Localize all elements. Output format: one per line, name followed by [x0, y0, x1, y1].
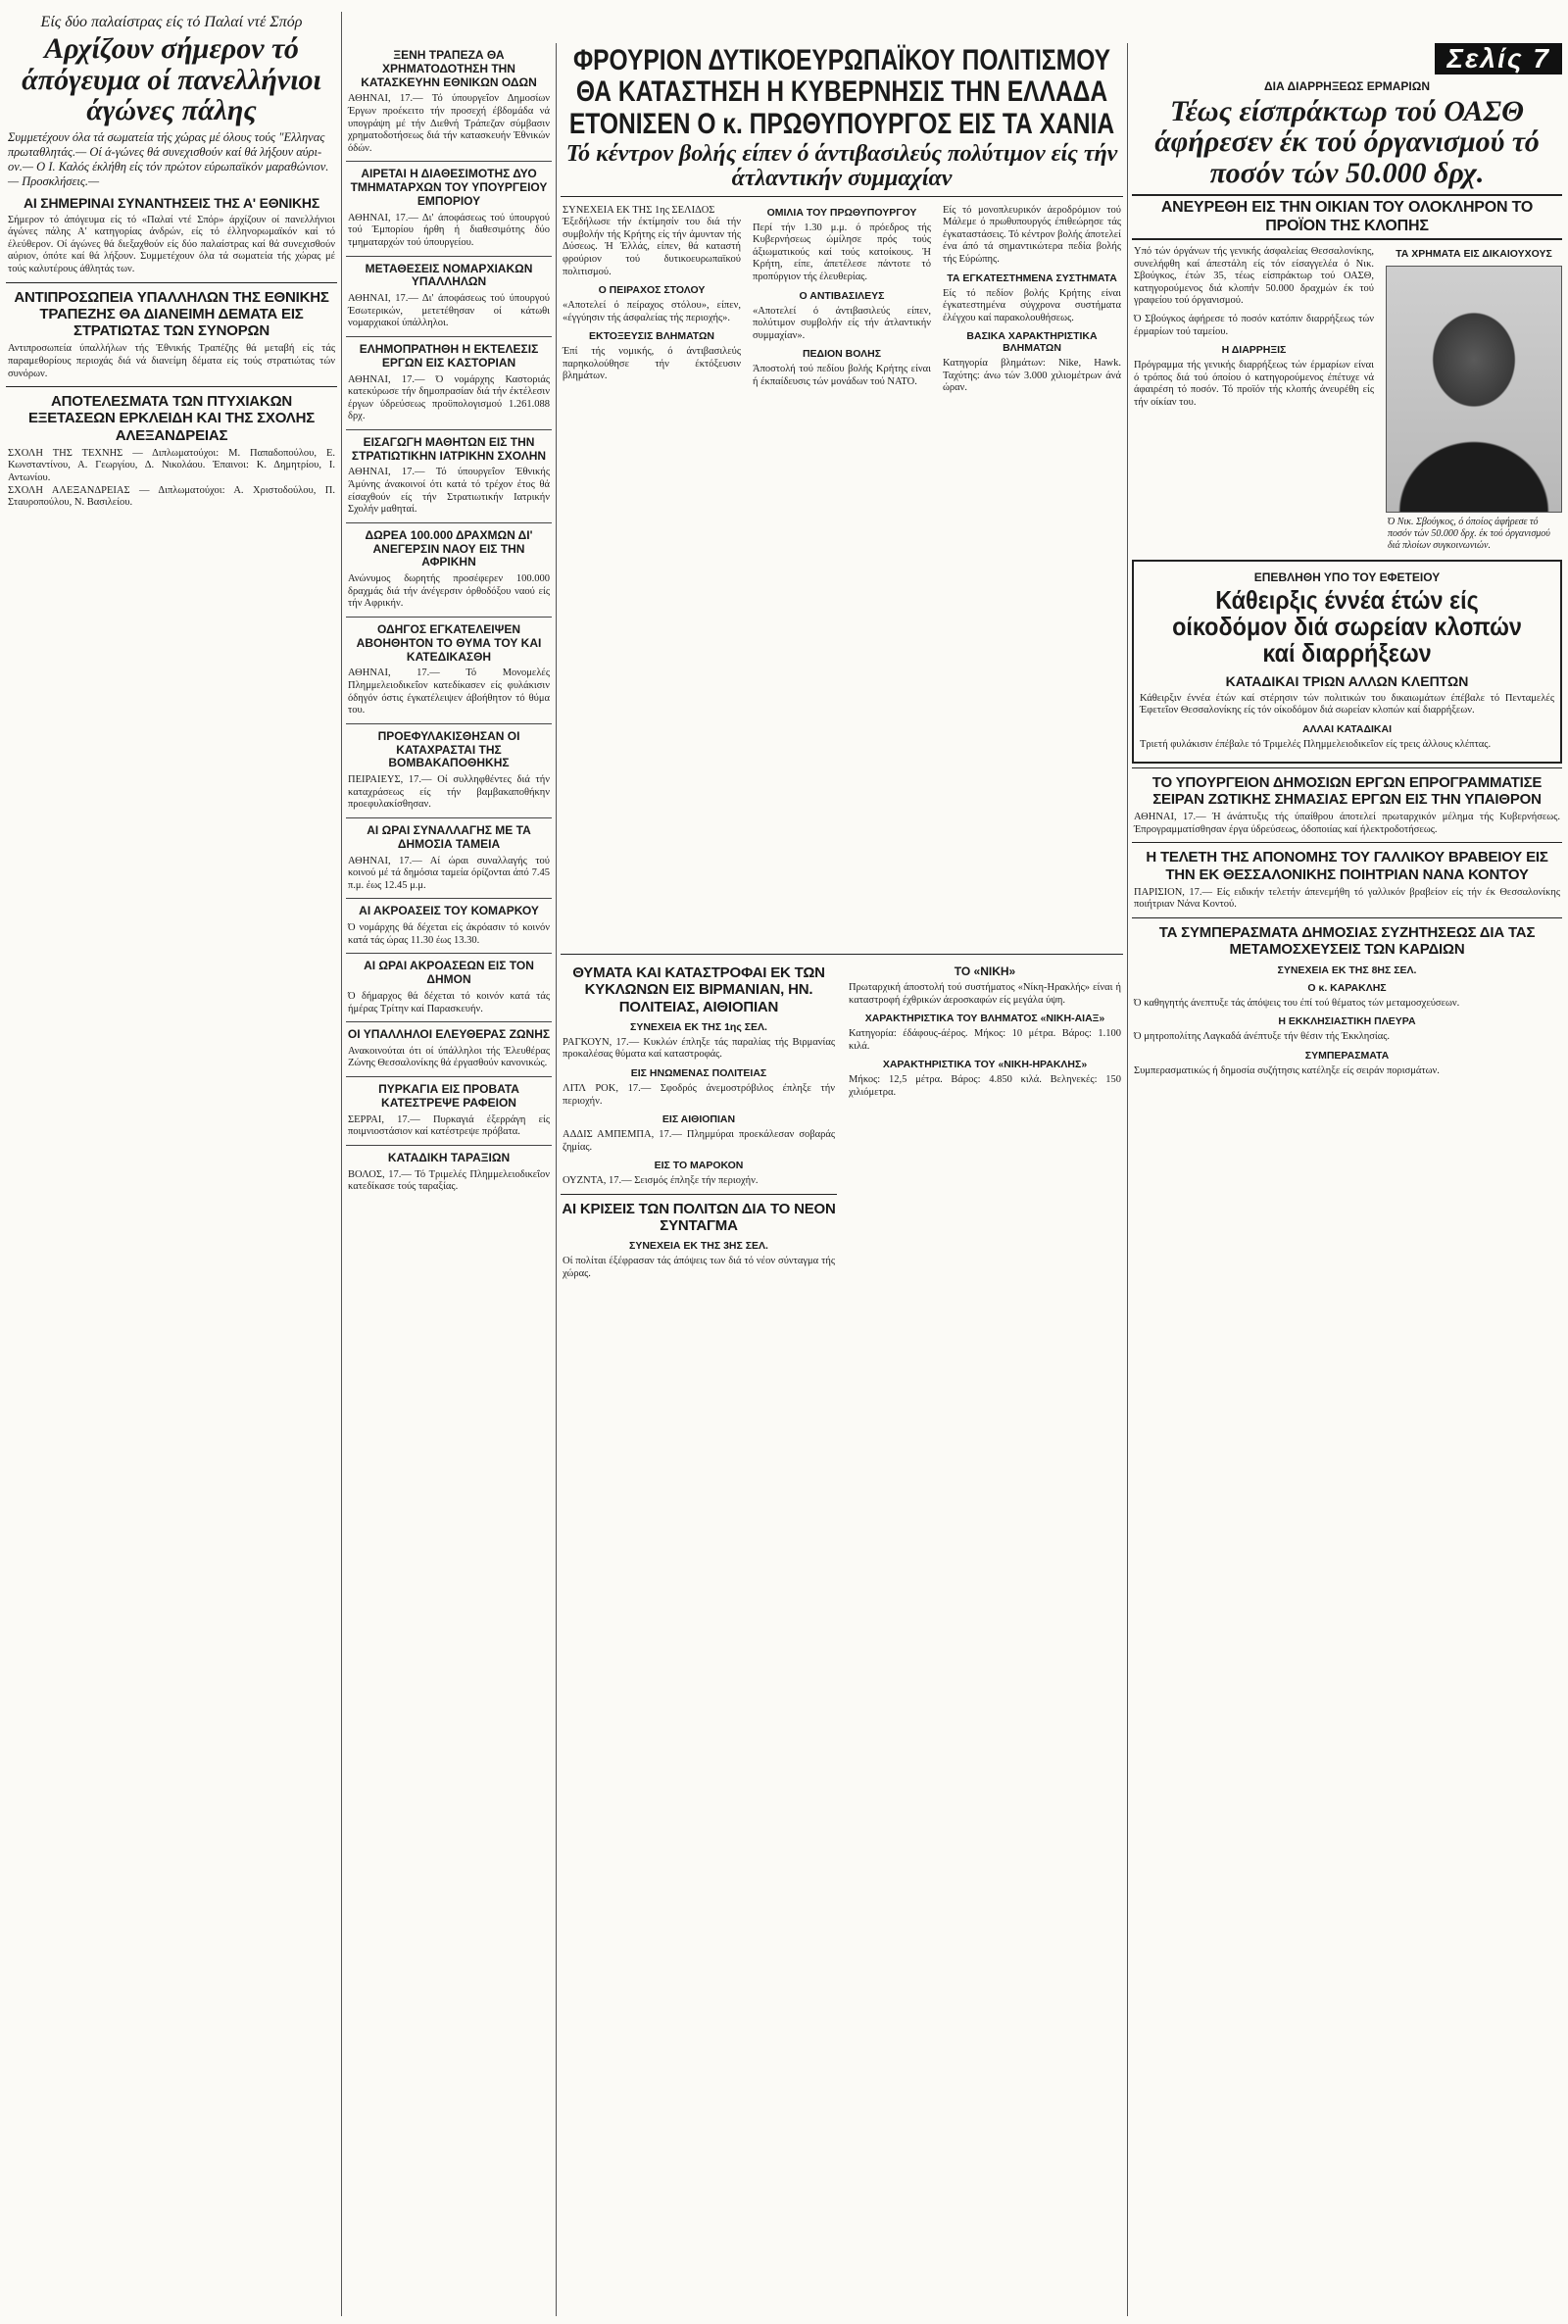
disaster-body: ΟΥΖΝΤΑ, 17.— Σεισμός έπληξε τήν περιοχήν.	[563, 1175, 759, 1187]
divider	[346, 256, 552, 257]
divider	[561, 1194, 837, 1195]
theft-headline: Τέως είσπράκτωρ τού ΟΑΣΘ άφήρεσεν έκ τού όργανισμού τό ποσόν τών 50.000 δρχ.	[1154, 94, 1540, 189]
brief-headline: ΔΩΡΕΑ 100.000 ΔΡΑΧΜΩΝ ΔΙ' ΑΝΕΓΕΡΣΙΝ ΝΑΟΥ ΕΙΣ ΤΗΝ ΑΦΡΙΚΗΝ	[365, 527, 533, 569]
nike-body: Κατηγορία: έδάφους-άέρος. Μήκος: 10 μέτρα. Βάρος: 1.100 κιλά.	[849, 1028, 1124, 1052]
brief-headline: ΚΑΤΑΔΙΚΗ ΤΑΡΑΞΙΩΝ	[387, 1150, 511, 1164]
brief-body: ΑΘΗΝΑΙ, 17.— Τό Μονομελές Πλημμελειοδικεΐον κατεδίκασεν είς φυλάκισιν όδηγόν όστις έγκατέλειψεν άβοήθητον τό θύμα του.	[348, 668, 553, 717]
court-box	[1132, 560, 1562, 764]
column-rule	[556, 43, 557, 2316]
photo-caption: Ό Νικ. Σβούγκος, ό όποίος άφήρεσε τό ποσόν τών 50.000 δρχ. έκ τού όργανισμού διά πλοίων συγκοινωνιών.	[1388, 517, 1550, 552]
brief-headline: ΕΛΗΜΟΠΡΑΤΗΘΗ Η ΕΚΤΕΛΕΣΙΣ ΕΡΓΩΝ ΕΙΣ ΚΑΣΤΟΡΙΑΝ	[359, 341, 539, 370]
column-rule	[341, 12, 342, 2316]
court-subsection: ΑΛΛΑΙ ΚΑΤΑΔΙΚΑΙ	[1301, 723, 1393, 736]
main-story-continuation-space	[561, 401, 1123, 950]
brief-body: ΒΟΛΟΣ, 17.— Τό Τριμελές Πλημμελειοδικεΐον κατεδίκασε τούς ταραξίας.	[348, 1168, 553, 1193]
brief-headline: ΟΔΗΓΟΣ ΕΓΚΑΤΕΛΕΙΨΕΝ ΑΒΟΗΘΗΤΟΝ ΤΟ ΘΥΜΑ ΤΟΥ ΚΑΙ ΚΑΤΕΔΙΚΑΣΘΗ	[356, 622, 542, 664]
transplant-subhead: Ο κ. ΚΑΡΑΚΛΗΣ	[1307, 981, 1387, 994]
main-story-body: Κατηγορία βλημάτων: Nike, Hawk. Ταχύτης: άνω τών 3.000 χιλιομέτρων άνά ώραν.	[943, 358, 1124, 394]
brief-body: ΑΘΗΝΑΙ, 17.— Αί ώραι συναλλαγής τού κοινού μέ τά δημόσια ταμεία όρίζονται άπό 7.45 π.μ. έως 12.45 μ.μ.	[348, 855, 553, 891]
main-story-body: Είς τό πεδίον βολής Κρήτης είναι έγκατεστημένα σύγχρονα συστήματα έλέγχου καί παρακολουθήσεως.	[943, 287, 1124, 323]
brief-body: Ό δήμαρχος θά δέχεται τό κοινόν κατά τάς ήμέρας Τρίτην καί Παρασκευήν.	[348, 990, 553, 1014]
brief-body: ΑΘΗΝΑΙ, 17.— Δι' άποφάσεως τού ύπουργού τού Έμπορίου ήρθη ή διαθεσιμότης δύο τμηματαρχών τού ύπουργείου.	[348, 212, 553, 248]
constitution-body: Οί πολίται έξέφρασαν τάς άπόψεις των διά τό νέον σύνταγμα τής χώρας.	[563, 1256, 838, 1280]
court-subhead: ΚΑΤΑΔΙΚΑΙ ΤΡΙΩΝ ΑΛΛΩΝ ΚΛΕΠΤΩΝ	[1225, 672, 1469, 689]
main-story-columns	[561, 201, 1123, 402]
theft-subhead: ΑΝΕΥΡΕΘΗ ΕΙΣ ΤΗΝ ΟΙΚΙΑΝ ΤΟΥ ΟΛΟΚΛΗΡΟΝ ΤΟ ΠΡΟΪΟΝ ΤΗΣ ΚΛΟΠΗΣ	[1132, 194, 1562, 240]
page-number-tag: Σελίς 7	[1435, 43, 1562, 74]
divider	[346, 898, 552, 899]
transplant-body: Ό μητροπολίτης Λαγκαδά άνέπτυξε τήν θέσιν τής Έκκλησίας.	[1134, 1031, 1391, 1043]
court-kicker: ΕΠΕΒΛΗΘΗ ΥΠΟ ΤΟΥ ΕΦΕΤΕΙΟΥ	[1253, 570, 1441, 585]
exam-results-body: ΣΧΟΛΗ ΤΗΣ ΤΕΧΝΗΣ — Διπλωματούχοι: Μ. Παπαδοπούλου, Ε. Κωνσταντίνου, Α. Γεωργίου, Δ. Νικολάου. Έπαινοι: Κ. Δημητρίου, Ι. Αντωνίου. ΣΧΟΛΗ ΑΛΕΞΑΝΔΡΕΙΑΣ — Διπλωματούχοι: Α. Χριστοδούλου, Π. Σταυροπούλου, Ν. Βασιλείου.	[8, 447, 335, 509]
divider	[561, 196, 1123, 197]
column-right	[1132, 43, 1562, 2316]
brief-body: ΣΕΡΡΑΙ, 17.— Πυρκαγιά έξερράγη είς ποιμνιοστάσιον καί κατέστρεψε πρόβατα.	[348, 1113, 553, 1138]
theft-photo-block	[1386, 242, 1562, 554]
brief-headline: ΑΙ ΩΡΑΙ ΑΚΡΟΑΣΕΩΝ ΕΙΣ ΤΟΝ ΔΗΜΟΝ	[364, 959, 534, 987]
public-works-body: ΑΘΗΝΑΙ, 17.— Ή άνάπτυξις τής ύπαίθρου άποτελεί πρωταρχικόν μέλημα τής Κυβερνήσεως. Έπρογραμματίσθησαν έργα ύδρεύσεως, όδοποιίας καί ήλεκτροδοτήσεως.	[1134, 812, 1563, 835]
nike-subhead: ΧΑΡΑΚΤΗΡΙΣΤΙΚΑ ΤΟΥ «ΝΙΚΗ-ΗΡΑΚΛΗΣ»	[882, 1059, 1088, 1071]
court-body: Τριετή φυλάκισιν έπέβαλε τό Τριμελές Πλημμελειοδικεΐον είς τρεις άλλους κλέπτας.	[1140, 739, 1492, 751]
main-story-subhead: ΠΕΔΙΟΝ ΒΟΛΗΣ	[802, 348, 882, 361]
disaster-subhead: ΕΙΣ ΤΟ ΜΑΡΟΚΟΝ	[654, 1160, 744, 1172]
brief-body: ΑΘΗΝΑΙ, 17.— Τό ύπουργεΐον Έθνικής Άμύνης άνακοινοί ότι κατά τό τρέχον έτος θά είσαχθούν είς τήν Στρατιωτικήν Ιατρικήν Σχολήν μαθηταί.	[348, 467, 553, 516]
divider	[346, 953, 552, 954]
column-rule	[1127, 43, 1128, 2316]
column-briefs	[346, 43, 552, 2316]
main-story-body: «Αποτελεί ό πείραχος στόλου», είπεν, «έγγύησιν τής άσφαλείας τής περιοχής».	[563, 300, 744, 323]
divider	[6, 282, 337, 283]
theft-body: Ό Σβούγκος άφήρεσε τό ποσόν κατόπιν διαρρήξεως τών έρμαρίων τού ταμείου.	[1134, 314, 1377, 337]
divider	[561, 954, 1123, 955]
transplant-subhead: Η ΕΚΚΛΗΣΙΑΣΤΙΚΗ ΠΛΕΥΡΑ	[1278, 1015, 1416, 1028]
main-story-col-c	[941, 201, 1123, 402]
main-story-body: Άποστολή τού πεδίου βολής Κρήτης είναι ή έκπαίδευσις τών μονάδων τού ΝΑΤΟ.	[753, 364, 934, 387]
divider	[346, 617, 552, 618]
divider	[1132, 917, 1562, 918]
brief-body: ΑΘΗΝΑΙ, 17.— Τό ύπουργεΐον Δημοσίων Έργων προέκειτο τήν προσεχή έβδομάδα νά υπογράψη μέ τήν Διεθνή Τράπεζαν σύμβασιν χρηματοδοτήσεως διά τήν κατασκευήν Έθνικών όδών.	[348, 93, 553, 154]
transplant-headline: ΤΑ ΣΥΜΠΕΡΑΣΜΑΤΑ ΔΗΜΟΣΙΑΣ ΣΥΖΗΤΗΣΕΩΣ ΔΙΑ ΤΑΣ ΜΕΤΑΜΟΣΧΕΥΣΕΙΣ ΤΩΝ ΚΑΡΔΙΩΝ	[1158, 924, 1536, 959]
bank-delegation-body: Αντιπροσωπεία ύπαλλήλων τής Έθνικής Τραπέζης θά μεταβή είς τάς παραμεθορίους περιοχάς διά νά διανείμη δέματα είς τούς στρατιώτας τών συνόρων.	[8, 343, 338, 379]
divider	[1132, 767, 1562, 768]
brief-headline: ΑΙ ΑΚΡΟΑΣΕΙΣ ΤΟΥ ΚΟΜΑΡΚΟΥ	[359, 904, 539, 918]
award-body: ΠΑΡΙΣΙΟΝ, 17.— Είς ειδικήν τελετήν άπενεμήθη τό γαλλικόν βραβείον είς τήν έκ Θεσσαλονίκης ποιήτριαν Νάνα Κοντού.	[1134, 886, 1563, 911]
main-story-col-a	[561, 201, 743, 402]
brief-body: Ανακοινούται ότι οί ύπάλληλοι τής Έλευθέρας Ζώνης Θεσσαλονίκης θά έργασθούν κανονικώς.	[348, 1045, 553, 1069]
brief-headline: ΑΙ ΩΡΑΙ ΣΥΝΑΛΛΑΓΗΣ ΜΕ ΤΑ ΔΗΜΟΣΙΑ ΤΑΜΕΙΑ	[367, 822, 531, 851]
divider	[1132, 842, 1562, 843]
brief-body: Ανώνυμος δωρητής προσέφερεν 100.000 δραχμάς διά τήν άνέγερσιν όρθοδόξου ναού είς τήν Αφρικήν.	[348, 573, 553, 610]
disaster-column	[561, 959, 837, 1287]
theft-story-columns	[1132, 242, 1562, 554]
court-body: Κάθειρξιν έννέα έτών καί στέρησιν τών πολιτικών του δικαιωμάτων έπέβαλε τό Πενταμελές Έφετεΐον Θεσσαλονίκης είς τόν οίκοδόμον διά σωρείαν κλοπών καί διαρρήξεων.	[1140, 692, 1557, 717]
disaster-body: ΑΔΔΙΣ ΑΜΠΕΜΠΑ, 17.— Πλημμύραι προεκάλεσαν σοβαράς ζημίας.	[563, 1129, 838, 1153]
brief-body: ΑΘΗΝΑΙ, 17.— Ό νομάρχης Καστοριάς κατεκύρωσε τήν δημοπρασίαν διά τήν έκτέλεσιν έργων ύδρεύσεως προϋπολογισμού 1.261.088 δρχ.	[348, 373, 553, 422]
divider	[346, 1021, 552, 1022]
nike-column	[847, 959, 1123, 1287]
brief-headline: ΕΙΣΑΓΩΓΗ ΜΑΘΗΤΩΝ ΕΙΣ ΤΗΝ ΣΤΡΑΤΙΩΤΙΚΗΝ ΙΑΤΡΙΚΗΝ ΣΧΟΛΗΝ	[351, 434, 547, 463]
nike-subhead: ΧΑΡΑΚΤΗΡΙΣΤΙΚΑ ΤΟΥ ΒΛΗΜΑΤΟΣ «ΝΙΚΗ-ΑΙΑΞ»	[864, 1013, 1105, 1025]
column-sports	[6, 12, 337, 2316]
nike-body: Μήκος: 12,5 μέτρα. Βάρος: 4.850 κιλά. Βεληνεκές: 150 χιλιόμετρα.	[849, 1074, 1124, 1099]
main-headline: ΦΡΟΥΡΙΟΝ ΔΥΤΙΚΟΕΥΡΩΠΑΪΚΟΥ ΠΟΛΙΤΙΣΜΟΥ ΘΑ ΚΑΤΑΣΤΗΣΗ Η ΚΥΒΕΡΝΗΣΙΣ ΤΗΝ ΕΛΛΑΔΑ ΕΤΟΝΙΣΕΝ Ο κ. ΠΡΩΘΥΠΟΥΡΓΟΣ ΕΙΣ ΤΑ ΧΑΝΙΑ	[568, 44, 1115, 140]
transplant-subhead: ΣΥΝΕΧΕΙΑ ΕΚ ΤΗΣ 8ΗΣ ΣΕΛ.	[1277, 964, 1417, 976]
main-story-subhead: ΒΑΣΙΚΑ ΧΑΡΑΚΤΗΡΙΣΤΙΚΑ ΒΛΗΜΑΤΩΝ	[966, 330, 1098, 355]
main-story-subhead: ΟΜΙΛΙΑ ΤΟΥ ΠΡΩΘΥΠΟΥΡΓΟΥ	[766, 206, 917, 219]
transplant-subhead: ΣΥΜΠΕΡΑΣΜΑΤΑ	[1304, 1049, 1390, 1062]
public-works-headline: ΤΟ ΥΠΟΥΡΓΕΙΟΝ ΔΗΜΟΣΙΩΝ ΕΡΓΩΝ ΕΠΡΟΓΡΑΜΜΑΤΙΣΕ ΣΕΙΡΑΝ ΖΩΤΙΚΗΣ ΣΗΜΑΣΙΑΣ ΕΡΓΩΝ ΕΙΣ ΤΗΝ ΥΠΑΙΘΡΟΝ	[1152, 773, 1543, 808]
main-story-body: Είς τό μονοπλευρικόν άεροδρόμιον τού Μάλεμε ό πρωθυπουργός έπιθεώρησε τάς έγκαταστάσεις. Τό κέντρον βολής άποτελεί ένα άπό τά σημαντικώτερα πεδία βολής τής Εύρώπης.	[943, 204, 1124, 265]
lower-center-section	[561, 959, 1123, 1287]
divider	[6, 386, 337, 387]
brief-headline: ΞΕΝΗ ΤΡΑΠΕΖΑ ΘΑ ΧΡΗΜΑΤΟΔΟΤΗΣΗ ΤΗΝ ΚΑΤΑΣΚΕΥΗΝ ΕΘΝΙΚΩΝ ΟΔΩΝ	[361, 48, 537, 89]
divider	[346, 429, 552, 430]
disaster-subhead: ΕΙΣ ΗΝΩΜΕΝΑΣ ΠΟΛΙΤΕΙΑΣ	[630, 1067, 767, 1080]
main-story-subhead: Ο ΠΕΙΡΑΧΟΣ ΣΤΟΛΟΥ	[598, 284, 706, 297]
theft-kicker: ΔΙΑ ΔΙΑΡΡΗΞΕΩΣ ΕΡΜΑΡΙΩΝ	[1264, 79, 1430, 93]
sports-subhead: Συμμετέχουν όλα τά σωματεία τής χώρας μέ όλους τούς "Ελληνας πρωταθλητάς.— Οί ά-γώνες θά συνεχισθούν καί θά λήξουν αύρι-ον.— Ο Ι. Καλός έκλήθη είς τόν πρώτον εύρωπαϊκόν μαραθώνιον.— Προσκλήσεις.—	[8, 129, 329, 188]
main-story-body: «Αποτελεί ό άντιβασιλεύς είπεν, πολύτιμον συμβολήν είς τήν άτλαντικήν συμμαχίαν».	[753, 305, 934, 341]
main-story-body: Έπί τής νομικής, ό άντιβασιλεύς παρηκολούθησε τήν έκτόξευσιν βλημάτων.	[563, 346, 744, 382]
brief-headline: ΜΕΤΑΘΕΣΕΙΣ ΝΟΜΑΡΧΙΑΚΩΝ ΥΠΑΛΛΗΛΩΝ	[365, 261, 533, 289]
page-tag-wrap	[1132, 43, 1562, 74]
disaster-headline: ΘΥΜΑΤΑ ΚΑΙ ΚΑΤΑΣΤΡΟΦΑΙ ΕΚ ΤΩΝ ΚΥΚΛΩΝΩΝ ΕΙΣ ΒΙΡΜΑΝΙΑΝ, ΗΝ. ΠΟΛΙΤΕΙΑΣ, ΑΙΘΙΟΠΙΑΝ	[572, 964, 825, 1015]
theft-body: Υπό τών όργάνων τής γενικής άσφαλείας Θεσσαλονίκης, συνελήφθη καί άπεστάλη είς τόν είσαγγελέα ό Νικ. Σβούγκος, έτών 35, τέως είσπράκτωρ τού ΟΑΣΘ, κατηγορούμενος διά κλοπήν 50.000 δραχμών έκ τού γραφείου τού όργανισμού.	[1134, 246, 1377, 307]
brief-headline: ΟΙ ΥΠΑΛΛΗΛΟΙ ΕΛΕΥΘΕΡΑΣ ΖΩΝΗΣ	[347, 1027, 551, 1042]
constitution-subhead: ΣΥΝΕΧΕΙΑ ΕΚ ΤΗΣ 3ΗΣ ΣΕΛ.	[629, 1240, 768, 1253]
award-headline: Η ΤΕΛΕΤΗ ΤΗΣ ΑΠΟΝΟΜΗΣ ΤΟΥ ΓΑΛΛΙΚΟΥ ΒΡΑΒΕΙΟΥ ΕΙΣ ΤΗΝ ΕΚ ΘΕΣΣΑΛΟΝΙΚΗΣ ΠΟΙΗΤΡΙΑΝ ΝΑΝΑ ΚΟΝΤΟΥ	[1146, 849, 1548, 883]
sports-kicker: Είς δύο παλαίστρας είς τό Παλαί ντέ Σπόρ	[40, 14, 303, 30]
disaster-body: ΡΑΓΚΟΥΝ, 17.— Κυκλών έπληξε τάς παραλίας τής Βιρμανίας προκαλέσας θύματα καί καταστροφάς.	[563, 1036, 838, 1061]
exam-results-headline: ΑΠΟΤΕΛΕΣΜΑΤΑ ΤΩΝ ΠΤΥΧΙΑΚΩΝ ΕΞΕΤΑΣΕΩΝ ΕΡΚΛΕΙΔΗ ΚΑΙ ΤΗΣ ΣΧΟΛΗΣ ΑΛΕΞΑΝΔΡΕΙΑΣ	[27, 393, 316, 444]
transplant-body: Ό καθηγητής άνεπτυξε τάς άπόψεις του έπί τού θέματος τών μεταμοσχεύσεων.	[1134, 997, 1460, 1009]
main-story-subhead: ΕΚΤΟΞΕΥΣΙΣ ΒΛΗΜΑΤΩΝ	[588, 330, 715, 343]
theft-story-text	[1132, 242, 1376, 554]
disaster-body: ΛΙΤΛ ΡΟΚ, 17.— Σφοδρός άνεμοστρόβιλος έπληξε τήν περιοχήν.	[563, 1083, 838, 1107]
sports-article-body: Σήμερον τό άπόγευμα είς τό «Παλαί ντέ Σπόρ» άρχίζουν οί πανελλήνιοι άγώνες πάλης Α' κατηγορίας άνδρών, είς τό έλληνορωμαϊκόν καί τό έλεύθερον. Οί άγώνες θά διεξαχθούν είς δύο παλαίστρας καί θά συνεχισθούν αύριον, όπότε καί θά λήξουν. Συμμετέχουν όλα τά σωματεία τής χώρας μέ τούς καλυτέρους άθλητάς των.	[8, 214, 338, 274]
divider	[346, 1145, 552, 1146]
brief-body: ΠΕΙΡΑΙΕΥΣ, 17.— Οί συλληφθέντες διά τήν καταχράσεως είς τήν βαμβακαποθήκην προεφυλακίσθησαν.	[348, 774, 553, 811]
suspect-portrait-image	[1386, 266, 1562, 513]
court-headline: Κάθειρξις έννέα έτών είς οίκοδόμον διά σωρείαν κλοπών καί διαρρήξεων	[1172, 584, 1522, 668]
sports-headline: Αρχίζουν σήμερον τό άπόγευμα οί πανελλήνιοι άγώνες πάλης	[22, 32, 321, 126]
main-story-subhead: Ο ΑΝΤΙΒΑΣΙΛΕΥΣ	[799, 289, 885, 302]
brief-headline: ΠΥΡΚΑΓΙΑ ΕΙΣ ΠΡΟΒΑΤΑ ΚΑΤΕΣΤΡΕΨΕ ΡΑΦΕΙΟΝ	[378, 1082, 519, 1110]
disaster-subhead: ΕΙΣ ΑΙΘΙΟΠΙΑΝ	[662, 1113, 736, 1126]
main-story-body: Περί τήν 1.30 μ.μ. ό πρόεδρος τής Κυβερνήσεως ώμίλησε πρός τούς άξιωματικούς καί τούς κατοίκους. Ή Κρήτη, είπε, άπετέλεσε πάντοτε τό προπύργιον τής έλευθερίας.	[753, 222, 934, 282]
bank-delegation-headline: ΑΝΤΙΠΡΟΣΩΠΕΙΑ ΥΠΑΛΛΗΛΩΝ ΤΗΣ ΕΘΝΙΚΗΣ ΤΡΑΠΕΖΗΣ ΘΑ ΔΙΑΝΕΙΜΗ ΔΕΜΑΤΑ ΕΙΣ ΣΤΡΑΤΙΩΤΑΣ ΤΩΝ ΣΥΝΟΡΩΝ	[14, 288, 329, 340]
column-main-story	[561, 43, 1123, 2316]
divider	[346, 161, 552, 162]
brief-headline: ΑΙΡΕΤΑΙ Η ΔΙΑΘΕΣΙΜΟΤΗΣ ΔΥΟ ΤΜΗΜΑΤΑΡΧΩΝ ΤΟΥ ΥΠΟΥΡΓΕΙΟΥ ΕΜΠΟΡΙΟΥ	[350, 167, 548, 208]
photo-kicker: ΤΑ ΧΡΗΜΑΤΑ ΕΙΣ ΔΙΚΑΙΟΥΧΟΥΣ	[1396, 248, 1552, 261]
transplant-body: Συμπερασματικώς ή δημοσία συζήτησις κατέληξε είς σειράν πορισμάτων.	[1134, 1064, 1440, 1076]
main-deck: Τό κέντρον βολής είπεν ό άντιβασιλεύς πολύτιμον είς τήν άτλαντικήν συμμαχίαν	[565, 141, 1118, 192]
main-story-body: ΣΥΝΕΧΕΙΑ ΕΚ ΤΗΣ 1ης ΣΕΛΙΔΟΣ Έξεδήλωσε τήν έκτίμησίν του διά τήν συμβολήν τής Κρήτης είς τήν άμυνταν τής Δύσεως. Ή Έλλάς, είπεν, θά καταστή φρούριον τού δυτικοευρωπαϊκού πολιτισμού.	[563, 204, 741, 277]
divider	[346, 1076, 552, 1077]
divider	[346, 723, 552, 724]
divider	[346, 817, 552, 818]
theft-subsection: Η ΔΙΑΡΡΗΞΙΣ	[1221, 344, 1287, 357]
main-story-subhead: ΤΑ ΕΓΚΑΤΕΣΤΗΜΕΝΑ ΣΥΣΤΗΜΑΤΑ	[947, 272, 1117, 284]
sports-section-heading: ΑΙ ΣΗΜΕΡΙΝΑΙ ΣΥΝΑΝΤΗΣΕΙΣ ΤΗΣ Α' ΕΘΝΙΚΗΣ	[23, 194, 320, 211]
divider	[346, 522, 552, 523]
nike-body: Πρωταρχική άποστολή τού συστήματος «Νίκη-Ηρακλής» είναι ή καταστροφή έχθρικών άεροσκαφών είς μεγάλα ύψη.	[849, 982, 1124, 1006]
brief-body: ΑΘΗΝΑΙ, 17.— Δι' άποφάσεως τού ύπουργού Έσωτερικών, μετετέθησαν οί κάτωθι νομαρχιακοί ύπάλληλοι.	[348, 293, 553, 329]
brief-headline: ΠΡΟΕΦΥΛΑΚΙΣΘΗΣΑΝ ΟΙ ΚΑΤΑΧΡΑΣΤΑΙ ΤΗΣ ΒΟΜΒΑΚΑΠΟΘΗΚΗΣ	[377, 728, 520, 770]
nike-headline: ΤΟ «ΝΙΚΗ»	[954, 964, 1016, 979]
main-story-col-b	[751, 201, 933, 402]
divider	[346, 336, 552, 337]
brief-body: Ό νομάρχης θά δέχεται είς άκρόασιν τό κοινόν κατά τάς ώρας 11.30 έως 13.30.	[348, 922, 553, 946]
disaster-subhead: ΣΥΝΕΧΕΙΑ ΕΚ ΤΗΣ 1ης ΣΕΛ.	[630, 1020, 767, 1033]
constitution-headline: ΑΙ ΚΡΙΣΕΙΣ ΤΩΝ ΠΟΛΙΤΩΝ ΔΙΑ ΤΟ ΝΕΟΝ ΣΥΝΤΑΓΜΑ	[562, 1200, 836, 1235]
theft-body: Πρόγραμμα τής γενικής διαρρήξεως τών έρμαρίων είναι ό τρόπος διά τού όποίου ό κατηγορούμενος έπέτυχε νά άφαιρέση τό ποσόν. Τό προϊόν τής κλοπής άνευρέθη είς τήν οίκίαν του.	[1134, 360, 1377, 409]
